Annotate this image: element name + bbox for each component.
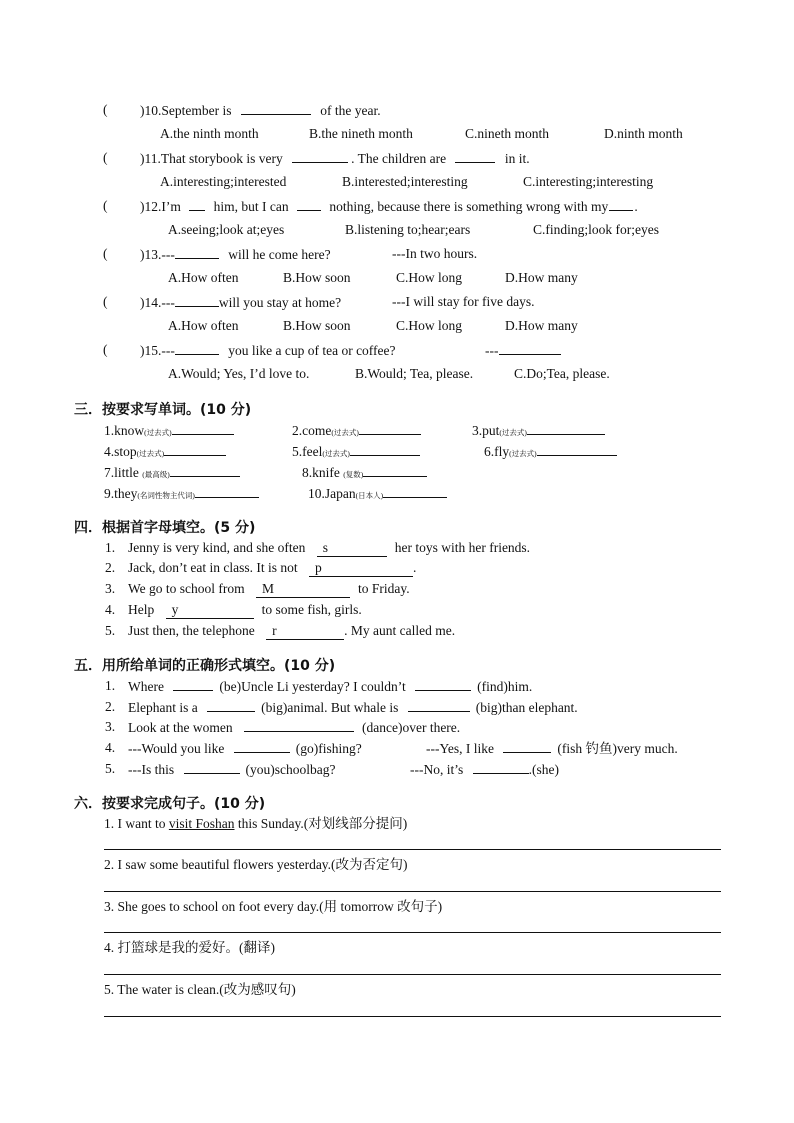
answer-text: ---I will stay for five days. [392, 294, 535, 309]
question-text: in it. [504, 151, 530, 166]
sentence-task-3: 3. She goes to school on foot every day.(用 tomorrow 改句子) [104, 899, 443, 914]
question-text: )13.--- [140, 247, 175, 262]
answer-blank[interactable] [241, 102, 311, 115]
question-text: will you stay at home? [218, 295, 342, 310]
option-a: A.How often [168, 270, 239, 285]
question-text: you like a cup of tea or coffee? [228, 343, 396, 358]
answer-blank[interactable] [175, 294, 219, 307]
word-item-7: 7.little (最高级) [104, 464, 240, 483]
option-a: A.interesting;interested [160, 174, 287, 189]
answer-text: ---In two hours. [392, 246, 478, 261]
answer-blank[interactable]: s [317, 540, 387, 557]
option-b: B.Would; Tea, please. [355, 366, 474, 381]
answer-line[interactable] [104, 974, 721, 975]
option-b: B.How soon [283, 270, 351, 285]
option-b: B.interested;interesting [342, 174, 468, 189]
word-item-6: 6.fly(过去式) [484, 443, 617, 462]
answer-blank[interactable] [184, 761, 240, 774]
answer-blank[interactable] [363, 464, 427, 477]
section-4-title: 四．根据首字母填空。(5 分) [74, 520, 256, 536]
option-d: D.How many [505, 270, 578, 285]
answer-blank[interactable] [207, 699, 255, 712]
answer-blank[interactable] [527, 422, 605, 435]
option-d: D.ninth month [604, 126, 683, 141]
answer-blank[interactable] [170, 464, 240, 477]
question-text: )14.--- [140, 295, 175, 310]
answer-blank[interactable] [164, 443, 226, 456]
answer-paren: ( [103, 198, 108, 213]
option-c: C.finding;look for;eyes [533, 222, 659, 237]
question-text: )12.I’m [140, 199, 181, 214]
underlined-phrase: visit Foshan [168, 816, 235, 831]
answer-blank[interactable] [175, 342, 219, 355]
word-item-9: 9.they(名词性物主代词) [104, 485, 259, 504]
option-c: C.Do;Tea, please. [514, 366, 610, 381]
word-item-2: 2.come(过去式) [292, 422, 421, 441]
answer-blank[interactable] [297, 198, 321, 211]
question-text: will he come here? [228, 247, 331, 262]
word-item-3: 3.put(过去式) [472, 422, 605, 441]
sentence-task-2: 2. I saw some beautiful flowers yesterday.(改为否定句) [104, 857, 408, 872]
answer-blank[interactable] [383, 485, 447, 498]
option-c: C.How long [396, 318, 463, 333]
section-6-title: 六．按要求完成句子。(10 分) [74, 796, 266, 812]
answer-blank[interactable] [244, 719, 354, 732]
answer-paren: ( [103, 294, 108, 309]
option-c: C.How long [396, 270, 463, 285]
question-text: )10.September is [140, 103, 232, 118]
answer-line[interactable] [104, 932, 721, 933]
answer-paren: ( [103, 102, 108, 117]
question-text: )15.--- [140, 343, 175, 358]
answer-blank[interactable] [537, 443, 617, 456]
answer-blank[interactable] [234, 740, 290, 753]
answer-paren: ( [103, 246, 108, 261]
answer-blank[interactable] [175, 246, 219, 259]
answer-blank[interactable] [173, 678, 213, 691]
question-text: him, but I can [213, 199, 289, 214]
option-b: B.the nineth month [309, 126, 413, 141]
sentence-task-4: 4. 打篮球是我的爱好。(翻译) [104, 940, 275, 955]
answer-line[interactable] [104, 849, 721, 850]
worksheet-page: ( )10.September is of the year. A.the ninth month B.the nineth month C.nineth month D.ninth month ( )11.That storybook is very . The children are in it. A.interesting;interested B.interested;interesting C.interesting;interesting ( )12.I’m him, but I can nothing, because there is something wrong with my . A.seeing;look at;eyes B.listening to;hear;ears C.finding;look for;eyes ( )13.--- will he come here? ---In two hours. A.How often B.How soon C.How long D.How many ( )14.--- will you stay at home? ---I will stay for five days. A.How often B.How soon C.How long D.How many ( )15.--- you like a cup of tea or coffee? --- A.Would; Yes, I’d love to. B.Would; Tea, please. C.Do;Tea, please. 三．按要求写单词。(10 分) 1.know(过去式) 2.come(过去式) 3.put(过去式) 4.stop(过去式) 5.feel(过去式) 6.fly(过去式) 7.little (最高级) 8.knife (复数) 9.they(名词性物主代词) 10.Japan(日本人) 四．根据首字母填空。(5 分) 1. Jenny is very kind, and she often s her toys with her friends. 2. Jack, don’t eat in class. It is not p . 3. We go to school from M to Friday. 4. Help y to some fish, girls. 5. Just then, the telephone r . My aunt called me. 五．用所给单词的正确形式填空。(10 分) 1. Where (be)Uncle Li yesterday? I couldn’t (find)him. 2. Elephant is a (big)animal. But whale is (big)than elephant. 3. Look at the women (dance)over there. 4. ---Would you like (go)fishing? ---Yes, I like (fish 钓鱼)very much. 5. ---Is this (you)schoolbag? ---No, it’s .(she) 六．按要求完成句子。(10 分) 1. I want to visit Foshan this Sunday.(对划线部分提问) 2. I saw some beautiful flowers yesterday.(改为否定句) 3. She goes to school on foot every day.(用 tomorrow 改句子) 4. 打篮球是我的爱好。(翻译) 5. The water is clean.(改为感叹句) [0, 0, 794, 1123]
answer-blank[interactable] [499, 342, 561, 355]
answer-blank[interactable] [189, 198, 205, 211]
option-a: A.seeing;look at;eyes [168, 222, 285, 237]
answer-blank[interactable]: M [256, 581, 350, 598]
word-item-5: 5.feel(过去式) [292, 443, 420, 462]
sentence-task-1: 1. I want to visit Foshan this Sunday.(对划线部分提问) [104, 816, 408, 831]
option-a: A.How often [168, 318, 239, 333]
question-text: nothing, because there is something wrong with my [329, 199, 609, 214]
word-item-10: 10.Japan(日本人) [308, 485, 447, 504]
word-item-4: 4.stop(过去式) [104, 443, 226, 462]
option-b: B.listening to;hear;ears [345, 222, 471, 237]
section-5-title: 五．用所给单词的正确形式填空。(10 分) [74, 658, 336, 674]
answer-blank[interactable] [350, 443, 420, 456]
word-item-1: 1.know(过去式) [104, 422, 234, 441]
question-text: . [634, 199, 638, 214]
answer-blank[interactable] [408, 699, 470, 712]
answer-text: --- [485, 343, 499, 358]
answer-blank[interactable]: p [309, 560, 413, 577]
answer-blank[interactable] [172, 422, 234, 435]
question-text: . The children are [351, 151, 447, 166]
answer-blank[interactable] [415, 678, 471, 691]
answer-blank[interactable] [503, 740, 551, 753]
option-c: C.nineth month [465, 126, 549, 141]
word-item-8: 8.knife (复数) [302, 464, 427, 483]
answer-blank[interactable]: r [266, 623, 344, 640]
option-d: D.How many [505, 318, 578, 333]
option-c: C.interesting;interesting [523, 174, 654, 189]
answer-blank[interactable]: y [166, 602, 254, 619]
option-a: A.Would; Yes, I’d love to. [168, 366, 310, 381]
answer-blank[interactable] [473, 761, 529, 774]
answer-paren: ( [103, 150, 108, 165]
option-a: A.the ninth month [160, 126, 259, 141]
answer-blank[interactable] [609, 198, 633, 211]
question-text: of the year. [320, 103, 381, 118]
answer-paren: ( [103, 342, 108, 357]
option-b: B.How soon [283, 318, 351, 333]
question-text: )11.That storybook is very [140, 151, 283, 166]
answer-blank[interactable] [359, 422, 421, 435]
answer-line[interactable] [104, 1016, 721, 1017]
answer-blank[interactable] [195, 485, 259, 498]
section-3-title: 三．按要求写单词。(10 分) [74, 402, 252, 418]
answer-line[interactable] [104, 891, 721, 892]
sentence-task-5: 5. The water is clean.(改为感叹句) [104, 982, 296, 997]
answer-blank[interactable] [455, 150, 495, 163]
answer-blank[interactable] [292, 150, 348, 163]
